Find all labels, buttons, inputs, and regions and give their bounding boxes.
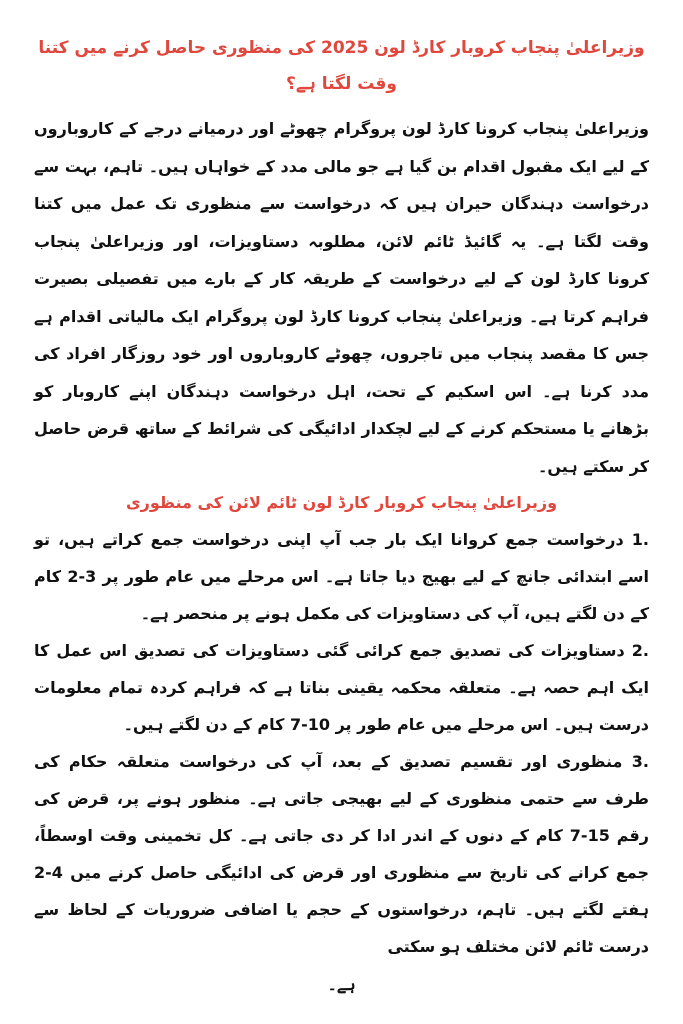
- step-2: [34, 632, 649, 743]
- step-3-text: منظوری اور تقسیم تصدیق کے بعد، آپ کی درخواست متعلقہ حکام کی طرف سے حتمی منظوری کے لیے بھیجی جاتی ہے۔ منظور ہونے پر، قرض کی رقم 15-7 کام کے دنوں کے اندر ادا کر دی جاتی ہے۔ کل تخمینی وقت اوسطاً، جمع کرانے کی تاریخ سے منظوری اور قرض کی ادائیگی حاصل کرنے میں 4-2 ہفتے لگتے ہیں۔ تاہم، درخواستوں کے حجم یا اضافی ضروریات کے لحاظ سے درست ٹائم لائن مختلف ہو سکتی: [34, 752, 649, 956]
- intro-paragraph: وزیراعلیٰ پنجاب کرونا کارڈ لون پروگرام چھوٹے اور درمیانے درجے کے کاروباروں کے لیے ایک مقبول اقدام بن گیا ہے جو مالی مدد کے خواہاں ہیں۔ تاہم، بہت سے درخواست دہندگان حیران ہیں کہ درخواست سے منظوری تک عمل میں کتنا وقت لگتا ہے۔ یہ گائیڈ ٹائم لائن، مطلوبہ دستاویزات، اور وزیراعلیٰ پنجاب کرونا کارڈ لون کے لیے درخواست کے طریقہ کار کے بارے میں تفصیلی بصیرت فراہم کرتا ہے۔ وزیراعلیٰ پنجاب کرونا کارڈ لون پروگرام ایک مالیاتی اقدام ہے جس کا مقصد پنجاب میں تاجروں، چھوٹے کاروباروں اور خود روزگار افراد کی مدد کرنا ہے۔ اس اسکیم کے تحت، اہل درخواست دہندگان اپنے کاروبار کو بڑھانے یا مستحکم کرنے کے لیے لچکدار ادائیگی کی شرائط کے ساتھ قرض حاصل کر سکتے ہیں۔: [34, 119, 649, 476]
- article-title: وزیراعلیٰ پنجاب کروبار کارڈ لون 2025 کی منظوری حاصل کرنے میں کتنا وقت لگتا ہے؟: [38, 38, 645, 94]
- step-2-text: دستاویزات کی تصدیق جمع کرائی گئی دستاویزات کی تصدیق اس عمل کا ایک اہم حصہ ہے۔ متعلقہ محکمہ یقینی بناتا ہے کہ فراہم کردہ تمام معلومات درست ہیں۔ اس مرحلے میں عام طور پر 10-7 کام کے دن لگتے ہیں۔: [34, 641, 649, 734]
- timeline-subheading: وزیراعلیٰ پنجاب کروبار کارڈ لون ٹائم لائن کی منظوری: [125, 493, 558, 512]
- step-1-text: درخواست جمع کروانا ایک بار جب آپ اپنی درخواست جمع کراتے ہیں، تو اسے ابتدائی جانچ کے لیے بھیج دیا جاتا ہے۔ اس مرحلے میں عام طور پر 3-2 کام کے دن لگتے ہیں، آپ کی دستاویزات کی مکمل ہونے پر منحصر ہے۔: [34, 530, 650, 623]
- step-1: [34, 521, 649, 632]
- step-3: [34, 743, 649, 965]
- step-3-number: 3.: [631, 752, 649, 771]
- step-1-number: 1.: [631, 530, 649, 549]
- step-2-number: 2.: [631, 641, 649, 660]
- closing-text: ہے۔: [327, 975, 356, 994]
